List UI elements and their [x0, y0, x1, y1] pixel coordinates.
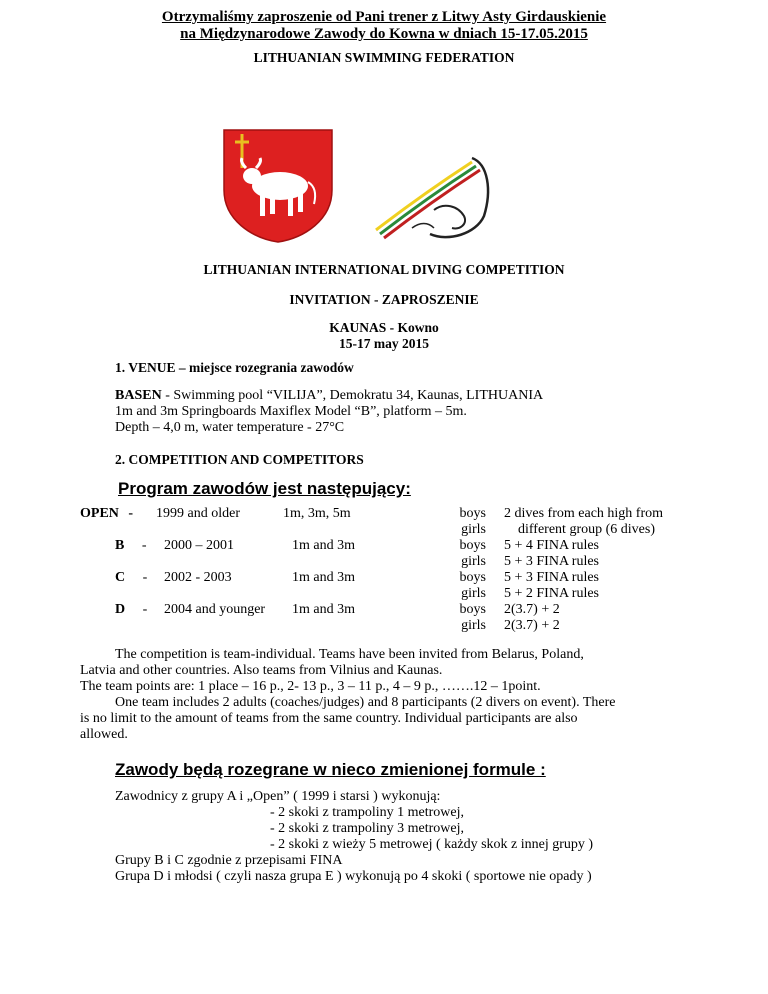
- program-heading: Program zawodów jest następujący:: [118, 479, 411, 498]
- formula-bc: Grupy B i C zgodnie z przepisami FINA: [115, 853, 343, 868]
- desc-line: allowed.: [80, 727, 128, 742]
- group-boards-b: 1m and 3m: [292, 538, 355, 553]
- group-code: OPEN: [80, 506, 119, 521]
- group-code: D: [115, 602, 126, 617]
- group-years-b: 2000 – 2001: [164, 538, 234, 553]
- venue-heading: 1. VENUE – miejsce rozegrania zawodów: [115, 360, 354, 375]
- dives-cell: 2 dives from each high from: [504, 506, 664, 521]
- gender-column: [430, 506, 486, 634]
- competition-name: LITHUANIAN INTERNATIONAL DIVING COMPETITION: [203, 262, 565, 277]
- dives-cell: different group (6 dives): [518, 522, 655, 537]
- formula-d: Grupa D i młodsi ( czyli nasza grupa E ) wykonują po 4 skoki ( sportowe nie opady ): [115, 869, 592, 884]
- dives-cell: 5 + 4 FINA rules: [504, 538, 600, 553]
- group-sep: -: [142, 570, 148, 585]
- group-boards-d: 1m and 3m: [292, 602, 355, 617]
- diving-logo-icon: [372, 150, 494, 244]
- dives-cell: 5 + 3 FINA rules: [504, 570, 600, 585]
- federation-name: LITHUANIAN SWIMMING FEDERATION: [253, 50, 515, 65]
- competition-city: KAUNAS - Kowno: [329, 320, 439, 335]
- venue-line3: Depth – 4,0 m, water temperature - 27°C: [115, 420, 345, 435]
- dives-cell: 5 + 2 FINA rules: [504, 586, 600, 601]
- gender-cell: boys: [459, 538, 486, 553]
- competitors-heading: 2. COMPETITION AND COMPETITORS: [115, 452, 364, 467]
- competition-dates: 15-17 may 2015: [339, 336, 429, 351]
- group-sep: -: [142, 602, 148, 617]
- desc-line: is no limit to the amount of teams from the same country. Individual participants are also: [80, 711, 578, 726]
- group-code: B: [115, 538, 125, 553]
- group-years-c: 2002 - 2003: [164, 570, 232, 585]
- gender-cell: girls: [461, 522, 486, 537]
- gender-cell: girls: [461, 618, 486, 633]
- invitation-title: INVITATION - ZAPROSZENIE: [289, 292, 479, 307]
- description: [80, 647, 615, 743]
- dives-cell: 5 + 3 FINA rules: [504, 554, 600, 569]
- desc-line: The team points are: 1 place – 16 p., 2- 13 p., 3 – 11 p., 4 – 9 p., …….12 – 1point.: [80, 679, 541, 694]
- formula-heading: Zawody będą rozegrane w nieco zmienionej formule :: [115, 760, 546, 779]
- dives-cell: 2(3.7) + 2: [504, 618, 560, 633]
- group-years-d: 2004 and younger: [164, 602, 266, 617]
- group-row-d: [115, 602, 147, 618]
- group-sep: -: [141, 538, 147, 553]
- venue-address: - Swimming pool “VILIJA”, Demokratu 34, Kaunas, LITHUANIA: [161, 388, 544, 403]
- page-title-line1: Otrzymaliśmy zaproszenie od Pani trener z Litwy Asty Girdauskienie: [161, 9, 607, 25]
- gender-cell: boys: [459, 602, 486, 617]
- formula-intro: Zawodnicy z grupy A i „Open” ( 1999 i starsi ) wykonują:: [115, 789, 441, 804]
- gender-cell: boys: [459, 570, 486, 585]
- desc-line: One team includes 2 adults (coaches/judges) and 8 participants (2 divers on event). There: [115, 695, 616, 710]
- group-sep: -: [128, 506, 134, 521]
- group-row-open: [80, 506, 133, 522]
- basen-label: BASEN: [115, 388, 162, 403]
- formula-item: - 2 skoki z wieży 5 metrowej ( każdy skok z innej grupy ): [270, 837, 594, 852]
- desc-line: The competition is team-individual. Teams have been invited from Belarus, Poland,: [115, 647, 584, 662]
- venue-line1: [115, 388, 543, 404]
- group-row-b: [115, 538, 147, 554]
- dives-cell: 2(3.7) + 2: [504, 602, 560, 617]
- gender-cell: girls: [461, 554, 486, 569]
- formula-item: - 2 skoki z trampoliny 3 metrowej,: [270, 821, 465, 836]
- venue-line2: 1m and 3m Springboards Maxiflex Model “B”, platform – 5m.: [115, 404, 467, 419]
- gender-cell: girls: [461, 586, 486, 601]
- desc-line: Latvia and other countries. Also teams from Vilnius and Kaunas.: [80, 663, 443, 678]
- formula-item: - 2 skoki z trampoliny 1 metrowej,: [270, 805, 465, 820]
- group-boards-c: 1m and 3m: [292, 570, 355, 585]
- group-code: C: [115, 570, 126, 585]
- dives-column: [504, 506, 663, 634]
- kaunas-coat-of-arms-icon: [222, 128, 334, 244]
- group-boards-open: 1m, 3m, 5m: [283, 506, 351, 521]
- gender-cell: boys: [459, 506, 486, 521]
- page-title-line2: na Międzynarodowe Zawody do Kowna w dniach 15-17.05.2015: [180, 26, 588, 42]
- formula-text: [115, 789, 593, 885]
- group-row-c: [115, 570, 147, 586]
- group-years-open: 1999 and older: [156, 506, 240, 521]
